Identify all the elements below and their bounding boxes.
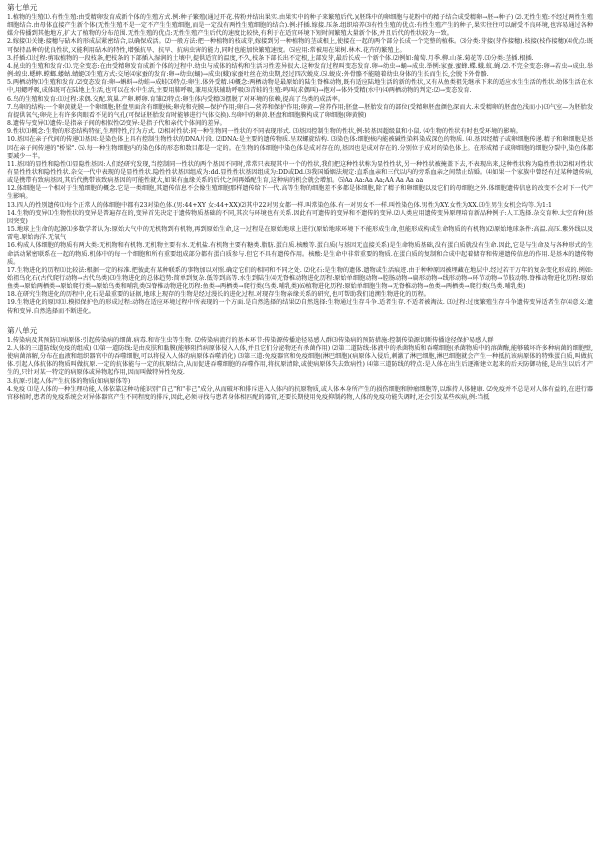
item-antigen: 3.抗原:引起人体产生抗体的物质(如病原体等) xyxy=(7,377,131,385)
item-sex-inheritance: 13.四人的性别遗传⑴每个正常人的体细胞中都有23对染色体.(男:44+XY 女:44+XX)⑵其中22对男女都一样.叫常染色体.有一对男女不一样.叫性染色体.男性为XY.女性为XX.⑶生男生女机会均等.为1:1 xyxy=(7,201,552,209)
unit-7-title: 第七单元 xyxy=(7,3,38,12)
item-grafting: 2.嫁接⑴关键:接穗与砧木的形成层紧密结合,以确保成活。⑵一般方法:把一种植物的枝或芽,嫁接到另一种植物的茎或根上,使接在一起的两个部分长成一个完整的植株。⑶分类:芽接(芽作接穗).枝接(枝作接穗)⑷优点:既可保持品种的优良性状,又能利用砧木的特性,增强抗旱、抗旱、抗病虫害的能力,同时也能加快繁殖速度。⑸应用:常被用在果树.林木.花卉的繁殖上。 xyxy=(7,38,593,54)
item-plant-reproduction: 1.植物的生殖⑴.有性生殖:由受精卵发育成新个体的生殖方式.例:种子繁殖(通过开花.传粉并结出果实.由果实中的种子来繁殖后代.)(胚珠中的卵细胞与花粉中的精子结合成受精卵→胚→种子) ⑵.无性生殖:不经过两性生殖细胞结合.由母体直接产生新个体(无性生殖不是一定不产生生殖细胞,而是一定没有两性生殖细胞的结合).例:扦插.嫁接.压条.组织培养⑶有性生殖的优点:有性生殖产生的种子,果实往往可以耐受不良环境,也容易通过各种媒介传播到其他地方,扩大了植物的分布范围.无性生殖的优点:无性生殖产生后代的速度比较快,有利于在适宜环境下短时间繁殖大量新个体,并且后代的性状较为一致。 xyxy=(7,14,593,38)
unit-8-section xyxy=(7,325,593,402)
item-bird-egg-structure: 7.鸟卵的结构:一个卵黄就是一个卵细胞;胚盘里面含有细胞核;卵壳和壳膜—保护作用;卵白—营养和保护作用;卵黄—营养作用;胚盘—胚胎发育的部位(受精卵胚盘颜色深而大.未受精卵的胚盘色浅而小)⑶气室—为胚胎发育提供氧气;卵壳上有许多肉眼看不见的气孔(可保证胚胎发育时能够进行气体交换).鸟卵中的卵黄.胚盘和细胞膜构成了卵细胞(卵黄膜) xyxy=(7,103,593,119)
item-fossil-evidence: 18.在研究生物进化的历程中,化石是最重要的证据,地球上现存的生物是经过漫长的进化过程.对现存生物亲缘关系的研究,也可帮助我们追溯生物进化的历程。 xyxy=(7,291,430,299)
item-bird-reproduction: 6.鸟的生殖和发育:⑴过程:求偶.交配.筑巢.产卵.孵卵.育雏⑵特点:卵生体内受精⑶摆脱了对环境的依赖,提高了鸟类的成活率。 xyxy=(7,95,344,103)
item-evolution-causes: 19.生物进化的原因⑴.模拟保护色的形成过程:动物在适应环境过程中所表现的一个方面.是自然选择的结果⑵自然选择:生物通过生存斗争.适者生存.不适者被淘汰. ⑶过程:过度繁殖生存斗争遗传变异适者生存⑷意义:遗传和变异.自然选择而不断进化。 xyxy=(7,299,593,315)
item-amphibian-development: 5.两栖动物⑴生殖和发育.⑵变态发育:卵→蝌蚪→幼蛙→成蛙⑶特点:卵生.体外受精.⑷概念:两栖动物是最原始的陆生脊椎动物,既有适应陆地生活的新的性状,又有从鱼类祖先继承下来的适应水生生活的性状.幼体生活在水中,用鳃呼吸,成体既可在陆地上生活,也可以在水中生活,主要用肺呼吸,兼用皮肤辅助呼吸⑶青蛙的生殖:鸣叫(求偶叫)→抱对→体外受精(水中)⑷两栖动物的判定:⑵→变态发育. xyxy=(7,79,593,95)
item-infectious-disease: 1.传染病及其预防⑴病原体:引起传染病的细菌.病毒.和寄生虫等生物. ⑵传染病流行的基本环节:传染源传播途径易感人群⑶传染病的预防措施:控制传染源切断传播途径保护易感人群 xyxy=(7,336,494,344)
item-three-lines-of-defense: 2.人体的三道防线(免疫的组成) ⑴第一道防线:是由皮肤和黏膜(能够阻挡病原体侵入人体,并且它们分泌物还有杀菌作用) ⑵第二道防线:体液中的杀菌物质和吞噬细胞(杀菌物质中的溶菌酶,能够破坏许多种病菌的细胞壁,使病菌溶解,分布在血液和组织器官中的吞噬细胞,可以将侵入人体的病原体吞噬消化) ⑶第三道:免疫器官和免疫细胞(淋巴细胞)(病原体入侵后,刺激了淋巴细胞,淋巴细胞就会产生一种抵抗该病原体的特殊蛋白质,叫做抗体.引起人体抗体的物质叫做抗原.一定的抗体能与一定的抗原结合,从而促进吞噬细胞的吞噬作用,将抗原清除,或使病原体失去致病性) ⑷第三道防线的特点:是人体在出生后逐渐建立起来的后天防御功能,是出生以后才产生的,只针对某一特定的病原体或异物起作用,因而叫做特异性免疫. xyxy=(7,344,593,377)
item-cell-substances: 16.构成人体细胞的物质有两大类:无机物和有机物.无机物主要有水.无机盐.有机物主要有糖类.脂肪.蛋白质.核酸等.蛋白质(与基因无直接关系)是生命物质基础,没有蛋白质就没有生命.因此,它是与生命及与各种形式的生命活动紧密联系在一起的物质.机体中的每一个细胞和所有重要组成部分都有蛋白质参与.但它不具有遗传作用。核酸:是生命中非常重要的物质.在蛋白质的复制和合成中起着储存和传递遗传信息的作用.是基本的遗传物质。 xyxy=(7,242,593,266)
section-spacer xyxy=(7,316,593,325)
item-somatic-cell: 12.体细胞是一个相对于生殖细胞的概念.它是一类细胞,其遗传信息不会像生殖细胞那样遗传给下一代.高等生物的细胞差不多都是体细胞,除了精子和卵细胞以及它们的母细胞之外.体细胞遗传信息的改变不会对下一代产生影响。 xyxy=(7,185,593,201)
unit-7-section xyxy=(7,2,593,316)
item-immunity: 4.免疫 ⑴是人体的一种生理功能,人体依靠这种功能识别"自己"和"非己"成分,从而破坏和排斥进入人体内的抗原物质,或人体本身所产生的损伤细胞和肿瘤细胞等,以维持人体健康. ⑵免疫并不总是对人体有益的,在进行器官移植时,患者的免疫系统会对异体器官产生不同程度的排斥,因此,必须寻找与患者身体相匹配的器官,还要长期使用免疫抑制药物,人体的免疫功能失调时,还会引发某些疾病,例:当抵 xyxy=(7,385,593,401)
item-origin-of-life: 15.地球上生命的起源⑴多数学者认为:原始大气中的无机物到有机物,再到原始生命,这一过程是在原始地球上进行(原始地球环境下不能形成生命,但能形成构成生命物质的有机物)⑵原始地球条件:高温.高压.紫外线以及雷电.原始海洋.无氧气 xyxy=(7,226,593,242)
item-evolution-history: 17.生物进化的历程⑴比较法:根据一定的标准.把彼此有某种联系的事物加以对照.确定它们的相同和不同之处. ⑵化石:是生物的遗体.遗物或生活痕迹.由于种种原因被埋藏在地层中.经过若干万年的复杂变化形成的.例如:始祖鸟化石(古代爬行动物→古代鸟类)⑶生物进化的总体趋势:简单到复杂.低等到高等.水生到陆生⑷无脊椎动物进化历程:原始单细胞动物→腔肠动物→扁形动物→线形动物→环节动物→节肢动物.脊椎动物进化历程:原始鱼类→原始两栖类→原始爬行类→原始鸟类和哺乳类⑸脊椎动物进化历程:鱼类→两栖类→爬行类(鸟类.哺乳类)⑹植物进化历程:原始单细胞生物→无脊椎动物→鱼类→两栖类→爬行类(鸟类.哺乳类) xyxy=(7,266,593,291)
item-insect-development: 4.昆虫的生殖和发育:⑴.完全变态:在由受精卵发育成新个体的过程中.幼虫与成体的结构和生活习性差异很大.这种发育过程叫变态发育.卵→幼虫→蛹→成虫.举例:家蚕.蜜蜂.蝶.蛾.蚊.蝇.⑵.不完全变态:卵→若虫→成虫.举例:蝗虫.蟋蟀.螳螂.蝼蛄.蜻蜓⑶生殖方式:交尾⑷家蚕的发育:卵→幼虫(蛹)→成虫(蛾)家蚕吐丝在幼虫期,经过四次蜕皮.⑸.蜕皮:外骨骼不能随着幼虫身体的生长而生长,会脱下外骨骼. xyxy=(7,62,593,79)
item-gene-transmission: 10.基因在亲子代间的传递⑴基因:是染色体上具有控制生物性状的DNA片段. ⑵DNA:是主要的遗传物质.呈双螺旋结构. ⑶染色体:细胞核内能被碱性染料染成深色的物质. ⑷.基因经精子或卵细胞传递.精子和卵细胞是基因在亲子间传递的"桥梁". ⑸.每一种生物细胞内的染色体的形态和数目都是一定的。在生物的体细胞中染色体是成对存在的,基因也是成对存在的.分别位于成对的染色体上。在形成精子或卵细胞的细胞分裂中,染色体都要减少一半。 xyxy=(7,136,593,160)
item-traits: 9.性状⑴概念:生物的形态结构特征,生理特性,行为方式. ⑵相对性状:同一种生物同一性状的不同表现形式. ⑶基因控制生物的性状,例:转基因超级鼠和小鼠. ⑷生物的性状有时也受环境的影响。 xyxy=(7,128,522,136)
item-variation: 14.生物的变异⑴生物性状的变异是普遍存在的,变异首先决定于遗传物质基础的不同,其次与环境也有关系.因此有可遗传的变异和不遗传的变异.⑵人类应用遗传变异原理培育新品种例子:人工选择.杂交育种.太空育种(基因突变) xyxy=(7,209,593,225)
item-cutting: 3.扦插:⑴过程:剪取植物的一段枝条,把枝条的下部插入湿润的土壤中,提供适宜的温度,不久,枝条下部长出不定根,上部发芽,最后长成一个新个体.⑵例如:葡萄.月季.柳.山茶.菊花等.⑶分类:茎插.根插. xyxy=(7,54,534,62)
unit-8-title: 第八单元 xyxy=(7,325,38,335)
item-dominant-recessive: 11.基因的显性和隐性⑴显隐性基因:人们经研究发现,当控制同一性状的两个基因不同时,常常只表现其中一个的性状,我们把这种性状称为显性性状,另一种性状被掩盖下去,不表现出来,这种性状称为隐性性状⑵相对性状有显性性状和隐性性状.杂交一代中表现的是显性性状.隐性性状基因组成为:dd.显性性状基因组成为:DD或Dd.⑶我国婚姻法规定:直系血亲和三代以内的旁系血亲之间禁止结婚。⑷如果一个家族中曾经有过某种遗传病,或是携带有致病基因,其后代携带该致病基因的可能性就大,如果有血缘关系的后代之间再婚配生育,这种病的机会就会增加。⑸Aa Aa:Aa Aa;AA Aa Aa aa xyxy=(7,160,593,185)
item-heredity-variation: 8.遗传与变异⑴遗传:是指亲子间的相似性⑵变异:是指子代和亲代个体间的差异。 xyxy=(7,120,226,128)
